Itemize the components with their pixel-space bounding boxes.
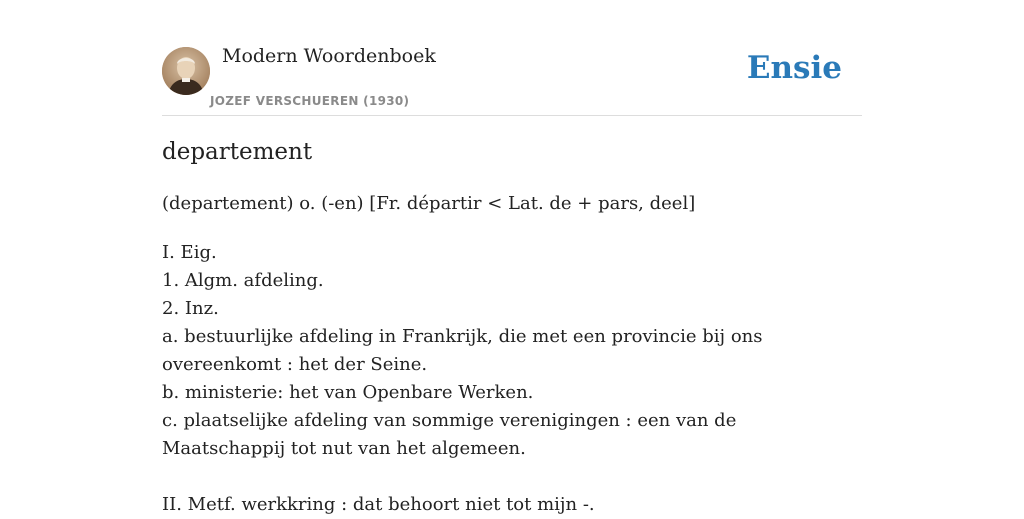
brand-logo[interactable]: Ensie [746, 50, 842, 86]
entry-title: departement [162, 139, 313, 165]
entry-definitions [162, 239, 862, 519]
entry-etymology: (departement) o. (-en) [Fr. départir < Lat. de + pars, deel] [162, 193, 696, 214]
definition-line: c. plaatselijke afdeling van sommige verenigingen : een van de Maatschappij tot nut van het algemeen. [162, 410, 737, 459]
author-avatar[interactable] [162, 47, 210, 95]
author-name[interactable]: JOZEF VERSCHUEREN (1930) [210, 94, 410, 108]
definition-line: 2. Inz. [162, 298, 219, 319]
author-portrait-icon [162, 47, 210, 95]
book-title[interactable]: Modern Woordenboek [222, 45, 436, 67]
definition-line: I. Eig. [162, 242, 217, 263]
definition-line: 1. Algm. afdeling. [162, 270, 324, 291]
entry-page [162, 0, 862, 515]
figurative-definition: II. Metf. werkkring : dat behoort niet tot mijn -. [162, 494, 595, 515]
page-header [162, 0, 862, 116]
definition-spacer [162, 463, 862, 491]
definition-line: a. bestuurlijke afdeling in Frankrijk, die met een provincie bij ons overeenkomt : het der Seine. [162, 326, 763, 375]
definition-line: b. ministerie: het van Openbare Werken. [162, 382, 534, 403]
